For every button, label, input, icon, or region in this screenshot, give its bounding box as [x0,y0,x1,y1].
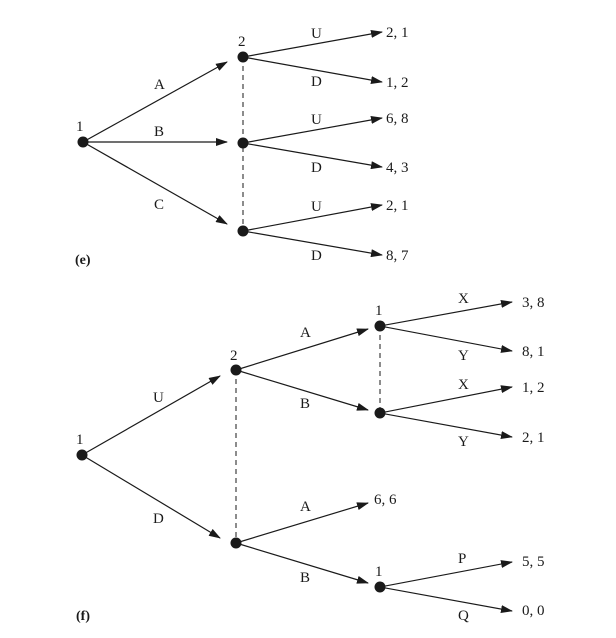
move-label-e-A: A [154,77,165,93]
move-label-f-X2: X [458,377,469,393]
node-f-player1-b [375,408,386,419]
edge-f-1b-Y [380,413,512,437]
payoff-f-4: 2, 1 [522,430,545,446]
move-label-f-D: D [153,511,164,527]
player-label-e-2: 2 [238,34,246,50]
payoff-f-7: 0, 0 [522,603,545,619]
payoff-f-1: 3, 8 [522,295,545,311]
payoff-e-5: 2, 1 [386,198,409,214]
move-label-f-Y1: Y [458,348,469,364]
node-f-player2-top [231,365,242,376]
part-label-e: (e) [75,253,91,268]
payoff-e-2: 1, 2 [386,75,409,91]
edge-f-1b-X [380,387,512,413]
player-label-f-1-bottom: 1 [375,564,383,580]
move-label-e-U1: U [311,26,322,42]
edge-f-1a-Y [380,326,512,351]
move-label-e-D3: D [311,248,322,264]
move-label-e-D2: D [311,160,322,176]
move-label-f-Y2: Y [458,434,469,450]
player-label-f-2: 2 [230,348,238,364]
payoff-e-1: 2, 1 [386,25,409,41]
move-label-f-A-top: A [300,325,311,341]
move-label-e-U2: U [311,112,322,128]
move-label-f-A-bottom: A [300,499,311,515]
player-label-f-1-top: 1 [375,303,383,319]
player-label-f-root: 1 [76,432,84,448]
move-label-e-B: B [154,124,165,140]
edge-f-1a-X [380,302,512,326]
move-label-f-B-top: B [300,396,311,412]
player-label-e-root: 1 [76,119,84,135]
tree-f [76,291,545,624]
node-f-root [77,450,88,461]
move-label-f-Q: Q [458,608,469,624]
edge-f-1-U [82,376,220,455]
edge-f-1-D [82,455,220,538]
node-f-player2-bottom [231,538,242,549]
node-e-player2-b [238,138,249,149]
payoff-f-6: 5, 5 [522,554,545,570]
part-label-f: (f) [76,609,90,624]
edge-f-1c-Q [380,587,512,611]
move-label-f-X1: X [458,291,469,307]
node-f-player1-a [375,321,386,332]
move-label-e-C: C [154,197,165,213]
payoff-e-6: 8, 7 [386,248,409,264]
move-label-f-P: P [458,551,467,567]
node-f-player1-c [375,582,386,593]
payoff-e-3: 6, 8 [386,111,409,127]
payoff-f-5: 6, 6 [374,492,397,508]
node-e-player2-c [238,226,249,237]
move-label-f-U: U [153,390,164,406]
node-e-player2-a [238,52,249,63]
move-label-e-D1: D [311,74,322,90]
edge-f-1c-P [380,562,512,587]
payoff-f-2: 8, 1 [522,344,545,360]
node-e-root [78,137,89,148]
payoff-e-4: 4, 3 [386,160,409,176]
move-label-e-U3: U [311,199,322,215]
move-label-f-B-bottom: B [300,570,311,586]
payoff-f-3: 1, 2 [522,380,545,396]
tree-e [75,25,409,268]
